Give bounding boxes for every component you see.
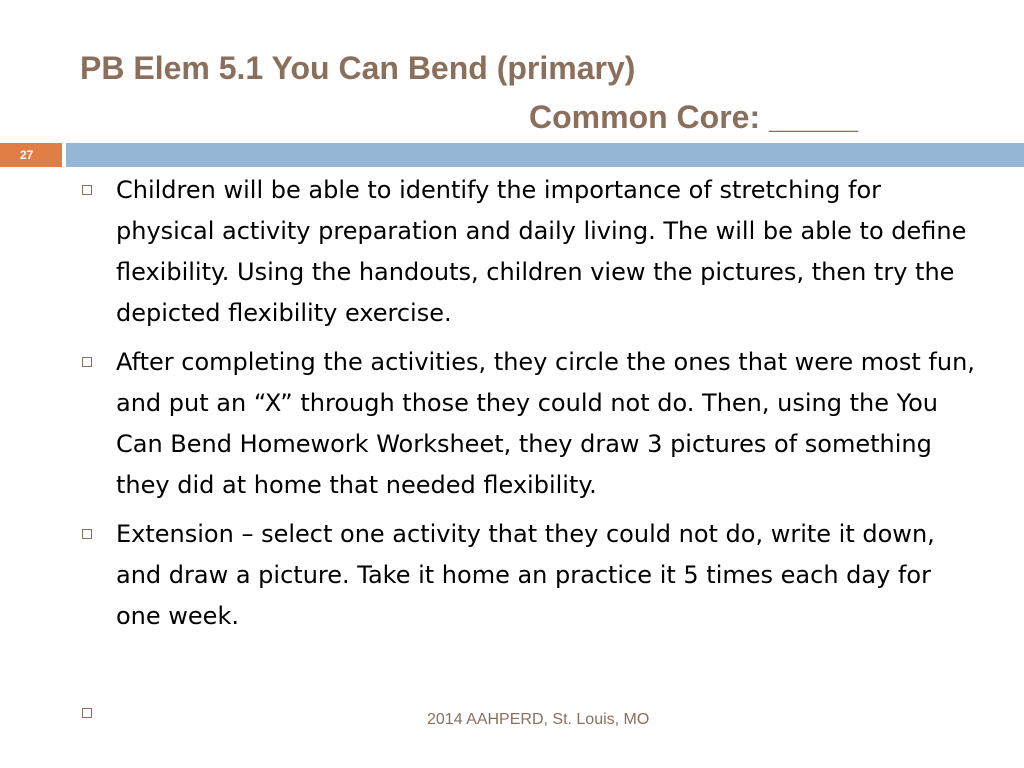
bullet-text: Extension – select one activity that they could not do, write it down, and draw a picture. Take it home an practice it 5 times each day for one week.: [116, 520, 935, 630]
slide-subtitle: Common Core: _____: [529, 99, 858, 135]
header-band: [66, 143, 1024, 167]
bullet-item: [80, 514, 980, 637]
square-bullet-icon: [82, 357, 92, 367]
slide-number: 27: [0, 143, 62, 167]
square-bullet-icon: [82, 529, 92, 539]
slide-footer: 2014 AAHPERD, St. Louis, MO: [427, 711, 650, 728]
bullet-text: After completing the activities, they circle the ones that were most fun, and put an “X” through those they could not do. Then, using the You Can Bend Homework Worksheet, they draw 3 pictures of something they did at home that needed flexibility.: [116, 348, 975, 499]
square-bullet-icon: [82, 185, 92, 195]
slide-title: PB Elem 5.1 You Can Bend (primary): [80, 50, 636, 86]
bullet-item: [80, 342, 980, 506]
bullet-item: [80, 170, 980, 334]
bullet-list: [80, 170, 980, 645]
square-bullet-icon: [82, 708, 92, 718]
bullet-text: Children will be able to identify the importance of stretching for physical activity preparation and daily living. The will be able to define flexibility. Using the handouts, children view the pictures, then try the depicted flexibility exercise.: [116, 176, 967, 327]
